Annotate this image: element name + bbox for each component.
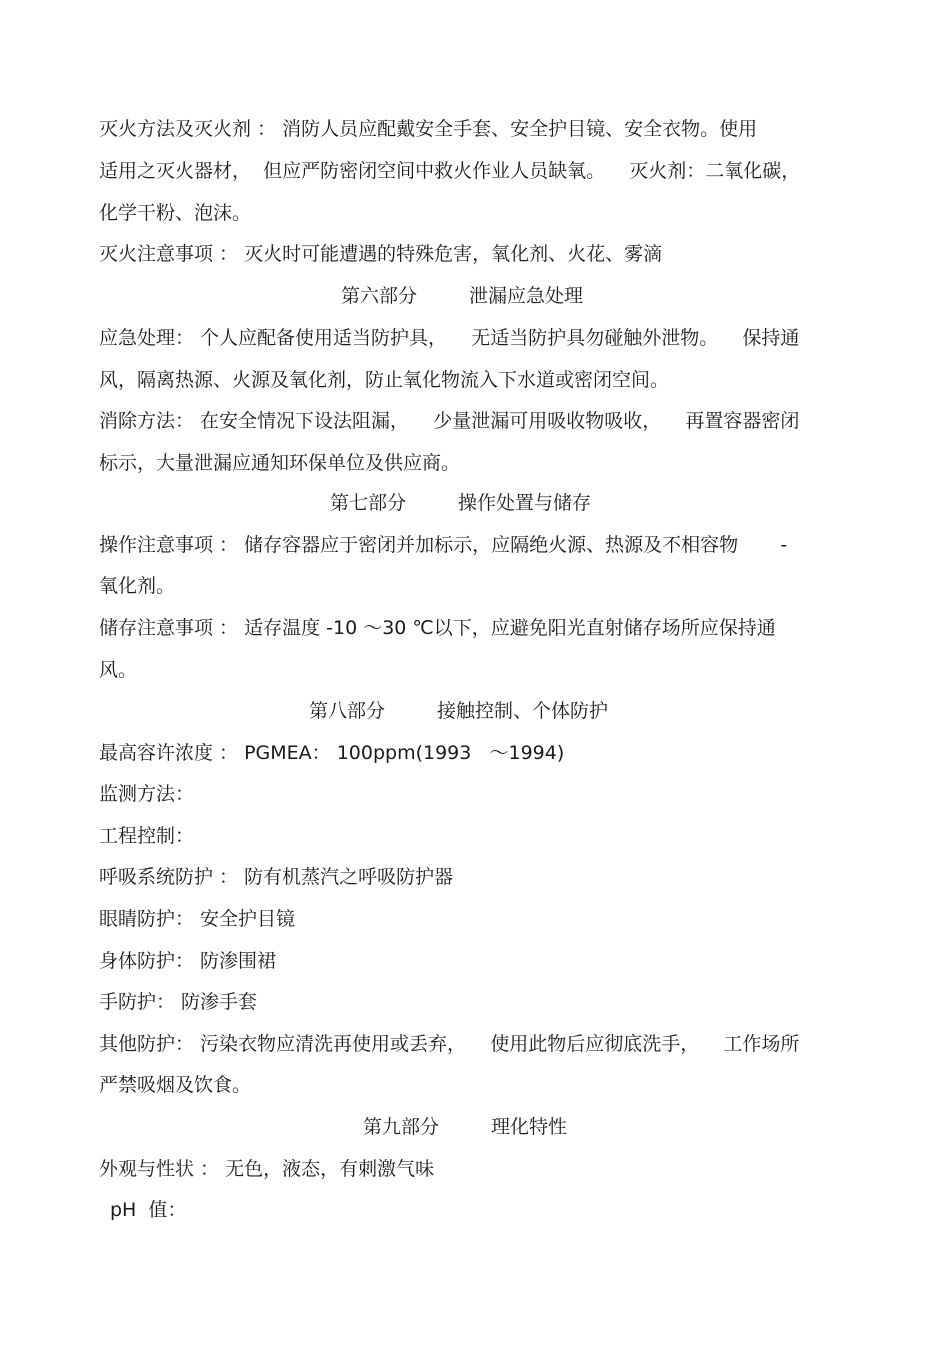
extinguish-method-line-3: 化学干粉、泡沫。 [99,202,252,224]
section-7-part: 第七部分 [330,492,407,514]
section-7-title: 操作处置与储存 [458,492,592,514]
ph-value: pH 值： [110,1199,187,1221]
monitoring-method: 监测方法： [99,783,195,805]
section-8-title: 接触控制、个体防护 [437,700,609,722]
section-9-heading [363,1115,567,1139]
handling-line-1: 操作注意事项 ： 储存容器应于密闭并加标示，应隔绝火源、热源及不相容物 - [99,534,788,556]
emergency-line-2: 风，隔离热源、火源及氧化剂，防止氧化物流入下水道或密闭空间。 [99,369,670,391]
section-8-part: 第八部分 [309,700,386,722]
section-9-title: 理化特性 [491,1116,568,1138]
section-6-part: 第六部分 [341,285,418,307]
storage-line-1: 储存注意事项 ： 适存温度 -10 ～30 ℃以下，应避免阳光直射储存场所应保持通 [99,617,776,639]
section-8-heading [309,699,608,723]
body-protection: 身体防护： 防渗围裙 [99,950,277,972]
removal-line-2: 标示，大量泄漏应通知环保单位及供应商。 [99,452,461,474]
section-6-heading [341,284,583,308]
other-protection-line-2: 严禁吸烟及饮食。 [99,1074,252,1096]
section-6-title: 泄漏应急处理 [469,285,584,307]
emergency-line-1: 应急处理： 个人应配备使用适当防护具， 无适当防护具勿碰触外泄物。 保持通 [99,327,800,349]
storage-line-2: 风。 [99,659,138,681]
section-7-heading [330,491,591,515]
eye-protection: 眼睛防护： 安全护目镜 [99,908,296,930]
extinguish-notes: 灭火注意事项 ： 灭火时可能遭遇的特殊危害，氧化剂、火花、雾滴 [99,243,663,265]
max-concentration: 最高容许浓度 ： PGMEA： 100ppm(1993 ～1994) [99,742,565,764]
appearance: 外观与性状 ： 无色，液态，有刺激气味 [99,1158,435,1180]
hand-protection: 手防护： 防渗手套 [99,991,258,1013]
other-protection-line-1: 其他防护： 污染衣物应清洗再使用或丢弃， 使用此物后应彻底洗手， 工作场所 [99,1033,800,1055]
extinguish-method-line-2: 适用之灭火器材， 但应严防密闭空间中救火作业人员缺氧。 灭火剂：二氧化碳， [99,160,801,182]
engineering-control: 工程控制： [99,825,195,847]
extinguish-method-line-1: 灭火方法及灭火剂 ： 消防人员应配戴安全手套、安全护目镜、安全衣物。使用 [99,118,758,140]
handling-line-2: 氧化剂。 [99,575,176,597]
section-9-part: 第九部分 [363,1116,440,1138]
removal-line-1: 消除方法： 在安全情况下设法阻漏， 少量泄漏可用吸收物吸收， 再置容器密闭 [99,410,800,432]
respiratory-protection: 呼吸系统防护 ： 防有机蒸汽之呼吸防护器 [99,866,454,888]
